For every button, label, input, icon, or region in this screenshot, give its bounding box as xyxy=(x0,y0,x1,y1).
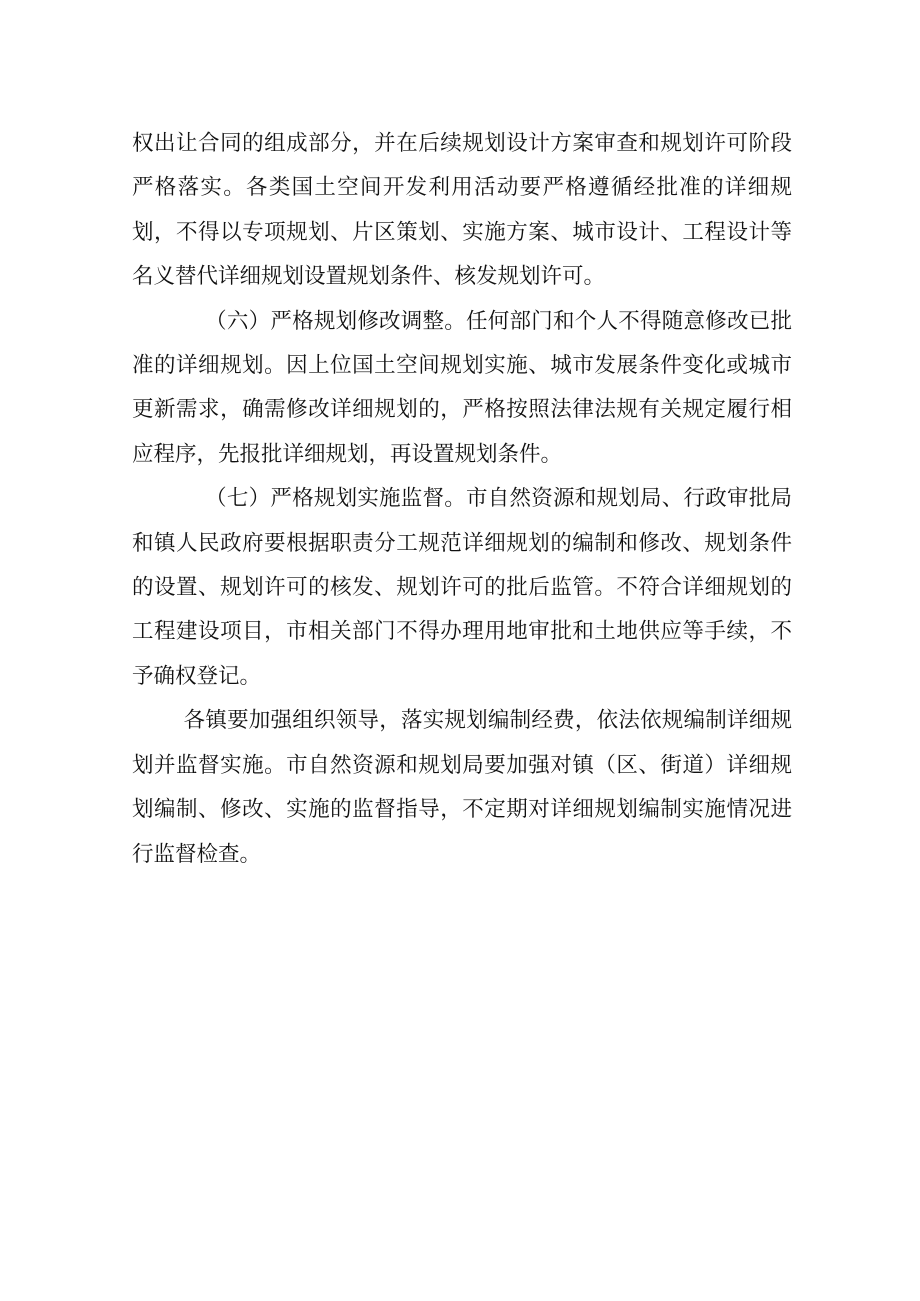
paragraph-section-6: （六）严格规划修改调整。任何部门和个人不得随意修改已批准的详细规划。因上位国土空间规划实施、城市发展条件变化或城市更新需求，确需修改详细规划的，严格按照法律法规有关规定履行相应程序，先报批详细规划，再设置规划条件。 xyxy=(132,308,792,467)
paragraph-section-7: （七）严格规划实施监督。市自然资源和规划局、行政审批局和镇人民政府要根据职责分工规范详细规划的编制和修改、规划条件的设置、规划许可的核发、规划许可的批后监管。不符合详细规划的工程建设项目，市相关部门不得办理用地审批和土地供应等手续，不予确权登记。 xyxy=(132,486,792,689)
paragraph-continuation: 权出让合同的组成部分，并在后续规划设计方案审查和规划许可阶段严格落实。各类国土空间开发利用活动要严格遵循经批准的详细规划，不得以专项规划、片区策划、实施方案、城市设计、工程设计等名义替代详细规划设置规划条件、核发规划许可。 xyxy=(132,131,792,290)
document-body xyxy=(132,122,792,877)
paragraph-closing: 各镇要加强组织领导，落实规划编制经费，依法依规编制详细规划并监督实施。市自然资源和规划局要加强对镇（区、街道）详细规划编制、修改、实施的监督指导，不定期对详细规划编制实施情况进行监督检查。 xyxy=(132,708,792,867)
